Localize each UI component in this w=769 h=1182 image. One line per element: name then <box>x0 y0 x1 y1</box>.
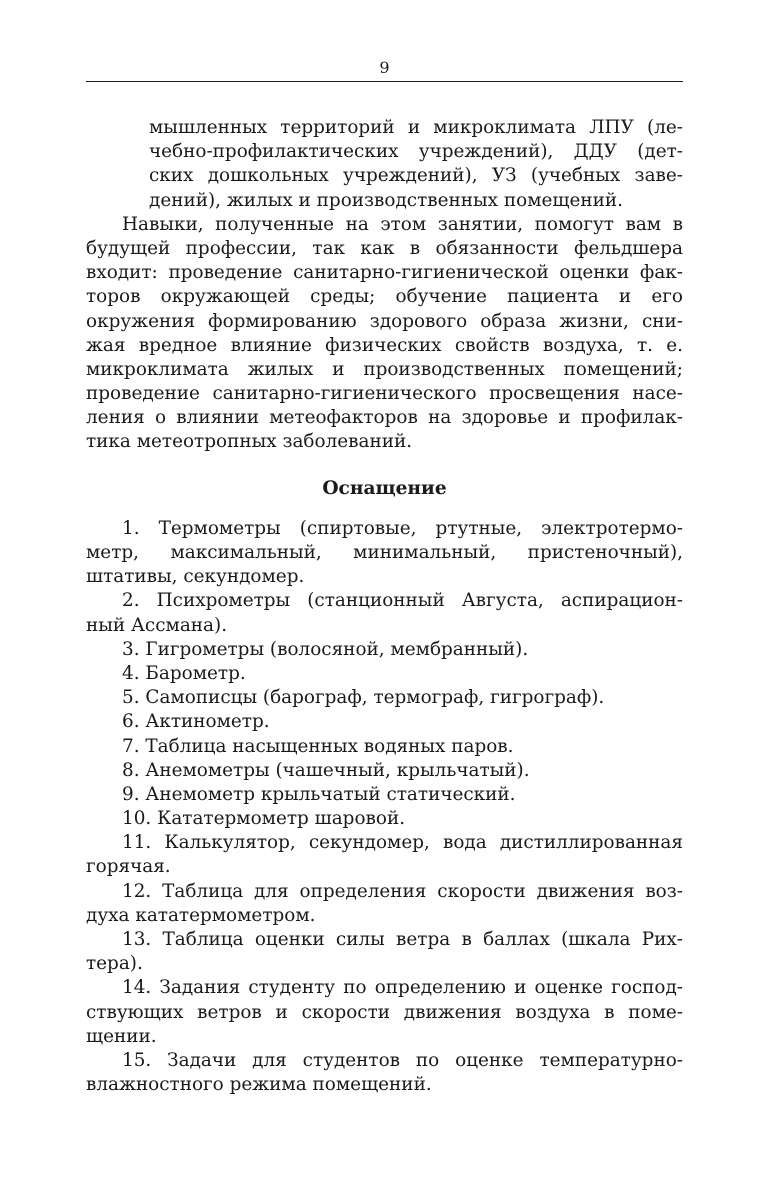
list-item <box>86 928 683 976</box>
list-item <box>86 735 683 759</box>
text-line: 10. Кататермометр шаровой. <box>122 808 406 830</box>
text-line: 12. Таблица для определения скорости движения воз- <box>122 880 683 902</box>
text-line: жая вредное влияние физических свойств воздуха, т. е. <box>86 334 683 356</box>
text-line: духа кататермометром. <box>86 904 316 926</box>
section-heading: Оснащение <box>322 477 447 499</box>
text-line: 5. Самописцы (барограф, термограф, гигрограф). <box>122 687 605 709</box>
intro-continuation <box>86 116 683 213</box>
text-line: торов окружающей среды; обучение пациента и его <box>86 286 683 308</box>
header-rule <box>86 81 683 82</box>
list-item <box>86 638 683 662</box>
list-item <box>86 759 683 783</box>
text-line: чебно-профилактических учреждений), ДДУ (дет- <box>149 141 683 163</box>
text-line: 15. Задачи для студентов по оценке температурно- <box>122 1049 683 1071</box>
text-line: 7. Таблица насыщенных водяных паров. <box>122 735 514 757</box>
page-number: 9 <box>379 58 390 77</box>
text-line: входит: проведение санитарно-гигиенической оценки фак- <box>86 262 683 284</box>
text-line: мышленных территорий и микроклимата ЛПУ (ле- <box>149 117 683 138</box>
text-line: влажностного режима помещений. <box>86 1074 432 1096</box>
text-line: 4. Барометр. <box>122 662 246 684</box>
text-line: 14. Задания студенту по определению и оценке господ- <box>122 977 683 999</box>
list-item <box>86 1049 683 1097</box>
text-line: ления о влиянии метеофакторов на здоровье и профилак- <box>86 407 683 429</box>
list-item <box>86 976 683 1049</box>
text-line: 6. Актинометр. <box>122 711 270 733</box>
text-line: ских дошкольных учреждений), УЗ (учебных заве- <box>149 165 683 187</box>
text-line: горячая. <box>86 856 171 878</box>
text-line: щении. <box>86 1025 157 1047</box>
page-content <box>86 116 683 1097</box>
paragraph-skills <box>86 213 683 455</box>
text-line: 11. Калькулятор, секундомер, вода дистиллированная <box>122 832 683 854</box>
list-item <box>86 710 683 734</box>
text-line: окружения формированию здорового образа жизни, сни- <box>86 310 683 332</box>
text-line: 8. Анемометры (чашечный, крыльчатый). <box>122 759 530 781</box>
text-line: тика метеотропных заболеваний. <box>86 431 413 453</box>
text-line: тера). <box>86 953 143 975</box>
list-item <box>86 880 683 928</box>
list-item <box>86 517 683 590</box>
text-line: 2. Психрометры (станционный Августа, аспирацион- <box>122 590 683 612</box>
list-item <box>86 783 683 807</box>
equipment-list <box>86 517 683 1098</box>
list-item <box>86 686 683 710</box>
list-item <box>86 589 683 637</box>
text-line: будущей профессии, так как в обязанности фельдшера <box>86 237 683 259</box>
list-item <box>86 662 683 686</box>
text-line: дений), жилых и производственных помещений. <box>149 189 623 211</box>
list-item <box>86 831 683 879</box>
text-line: ствующих ветров и скорости движения воздуха в поме- <box>86 1001 683 1023</box>
text-line: метр, максимальный, минимальный, пристеночный), <box>86 542 683 563</box>
text-line: 1. Термометры (спиртовые, ртутные, электротермо- <box>122 517 683 539</box>
text-line: 13. Таблица оценки силы ветра в баллах (шкала Рих- <box>122 929 683 950</box>
text-line: проведение санитарно-гигиенического просвещения насе- <box>86 383 683 405</box>
text-line: 3. Гигрометры (волосяной, мембранный). <box>122 638 529 660</box>
list-item <box>86 807 683 831</box>
text-line: Навыки, полученные на этом занятии, помогут вам в <box>122 213 683 235</box>
text-line: 9. Анемометр крыльчатый статический. <box>122 783 516 805</box>
text-line: штативы, секундомер. <box>86 566 305 588</box>
text-line: микроклимата жилых и производственных помещений; <box>86 358 683 380</box>
text-line: ный Ассмана). <box>86 614 228 636</box>
